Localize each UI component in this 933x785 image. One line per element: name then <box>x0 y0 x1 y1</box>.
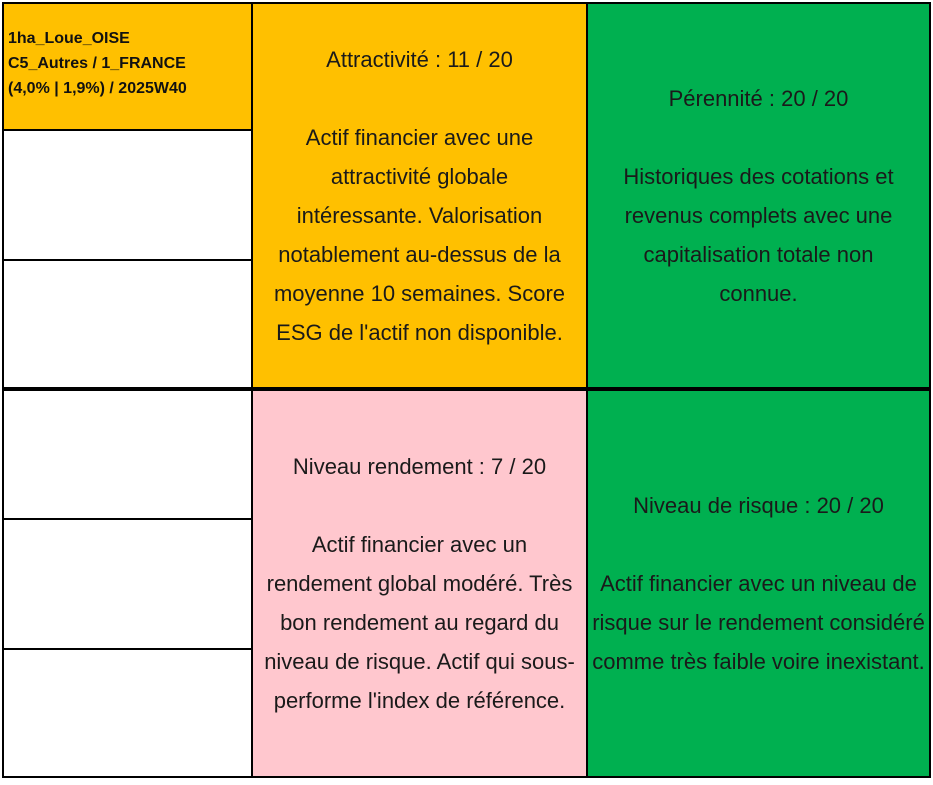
rendement-title: Niveau rendement : 7 / 20 <box>292 454 547 479</box>
perennite-description: Historiques des cotations et revenus complets avec une capitalisation totale non connue. <box>623 163 894 306</box>
empty-cell-5 <box>2 648 253 778</box>
perennite-cell <box>586 2 931 389</box>
rendement-description: Actif financier avec un rendement global modéré. Très bon rendement au regard du niveau de risque. Actif qui sous-performe l'index de référence. <box>264 532 575 713</box>
attractivite-title: Attractivité : 11 / 20 <box>326 46 513 72</box>
asset-rates-week: (4,0% | 1,9%) / 2025W40 <box>8 80 187 97</box>
risque-title: Niveau de risque : 20 / 20 <box>633 493 884 518</box>
asset-header <box>2 2 253 131</box>
risque-cell <box>586 389 931 778</box>
empty-cell-3 <box>2 389 253 520</box>
rendement-cell <box>251 389 588 778</box>
perennite-title: Pérennité : 20 / 20 <box>668 85 849 111</box>
empty-cell-4 <box>2 518 253 650</box>
empty-cell-2 <box>2 259 253 389</box>
attractivite-description: Actif financier avec une attractivité globale intéressante. Valorisation notablement au-dessus de la moyenne 10 semaines. Score ESG de l'actif non disponible. <box>273 124 566 345</box>
asset-category: C5_Autres / 1_FRANCE <box>8 55 186 72</box>
asset-name: 1ha_Loue_OISE <box>8 30 130 47</box>
risque-description: Actif financier avec un niveau de risque sur le rendement considéré comme très faible voire inexistant. <box>592 571 925 674</box>
empty-cell-1 <box>2 129 253 261</box>
attractivite-cell <box>251 2 588 389</box>
